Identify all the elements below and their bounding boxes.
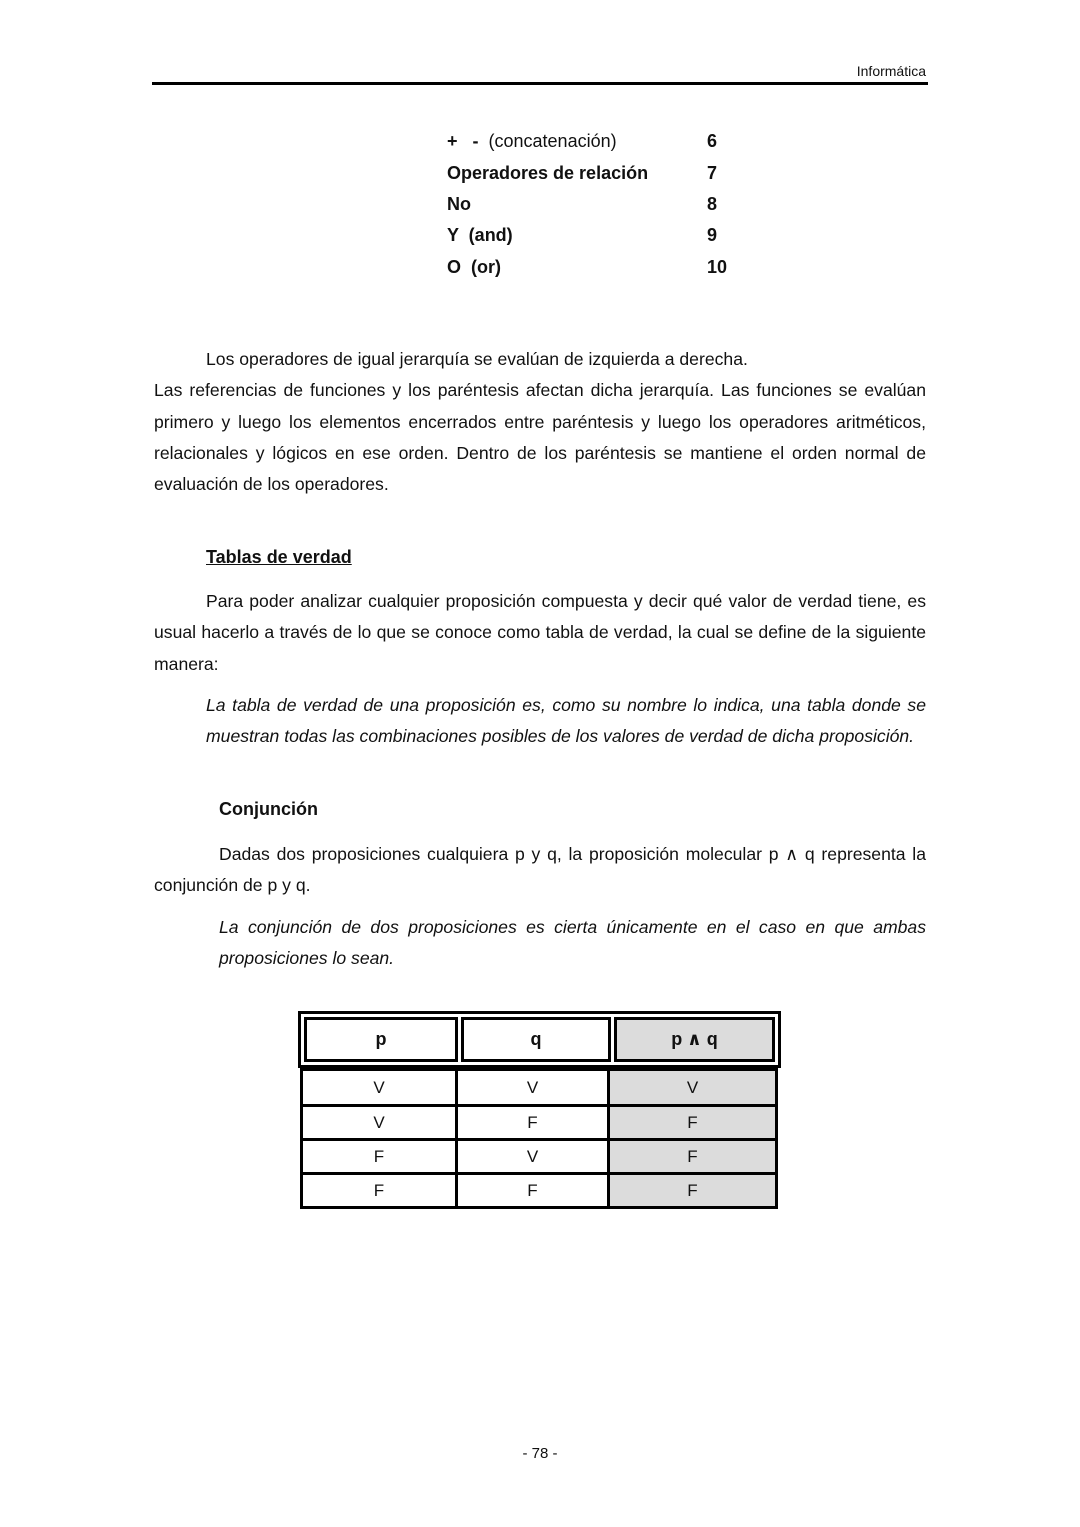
precedence-label-note: (concatenación) <box>488 131 617 152</box>
paragraph-first-line: Los operadores de igual jerarquía se evalúan de izquierda a derecha. <box>206 349 748 369</box>
precedence-label: Operadores de relación <box>447 162 649 183</box>
table-cell: F <box>458 1175 610 1206</box>
table-cell: V <box>303 1071 458 1104</box>
table-cell: V <box>303 1107 458 1138</box>
table-row <box>303 1071 775 1104</box>
table-cell: V <box>610 1071 775 1104</box>
header-rule <box>152 82 928 85</box>
precedence-row <box>447 157 747 188</box>
table-cell: F <box>303 1141 458 1172</box>
table-cell: V <box>458 1071 610 1104</box>
page-number: - 78 - <box>522 1445 558 1462</box>
subsection-title: Conjunción <box>219 799 318 819</box>
table-cell: F <box>610 1107 775 1138</box>
precedence-label: O (or) <box>447 256 501 277</box>
truth-table-body <box>300 1068 778 1209</box>
precedence-row <box>447 126 747 157</box>
precedence-value: 6 <box>707 131 718 152</box>
precedence-label: + - <box>447 131 489 152</box>
precedence-value: 8 <box>707 193 718 214</box>
definition-text: La tabla de verdad de una proposición es, como su nombre lo indica, una tabla donde se muestran todas las combinaciones posibles de los valores de verdad de dicha proposición. <box>206 695 926 747</box>
precedence-row <box>447 220 747 251</box>
precedence-row <box>447 252 747 283</box>
section-title: Tablas de verdad <box>206 547 352 567</box>
paragraph-conjunction: Dadas dos proposiciones cualquiera p y q, la proposición molecular p ∧ q representa la conjunción de p y q. <box>154 844 926 896</box>
paragraph-precedence <box>154 344 926 500</box>
table-row <box>303 1104 775 1138</box>
header-cell-q: q <box>461 1017 611 1062</box>
precedence-value: 10 <box>707 256 728 277</box>
precedence-label: Y (and) <box>447 225 513 246</box>
truth-table <box>298 1011 781 1209</box>
precedence-row <box>447 189 747 220</box>
table-cell: F <box>610 1175 775 1206</box>
precedence-value: 9 <box>707 225 718 246</box>
paragraph-body: Las referencias de funciones y los paréntesis afectan dicha jerarquía. Las funciones se evalúan primero y luego los elementos encerrados entre paréntesis y luego los operadores aritméticos, relacionales y lógicos en ese orden. Dentro de los paréntesis se mantiene el orden normal de evaluación de los operadores. <box>154 380 926 495</box>
table-cell: F <box>303 1175 458 1206</box>
table-cell: F <box>458 1107 610 1138</box>
precedence-value: 7 <box>707 162 718 183</box>
table-cell: V <box>458 1141 610 1172</box>
table-row <box>303 1172 775 1206</box>
paragraph-truth-tables: Para poder analizar cualquier proposición compuesta y decir qué valor de verdad tiene, es usual hacerlo a través de lo que se conoce como tabla de verdad, la cual se define de la siguiente manera: <box>154 591 926 674</box>
conjunction-definition: La conjunción de dos proposiciones es cierta únicamente en el caso en que ambas proposiciones lo sean. <box>219 917 926 969</box>
header-cell-p-and-q: p ∧ q <box>614 1017 775 1062</box>
precedence-label: No <box>447 193 471 214</box>
table-row <box>303 1138 775 1172</box>
header-cell-p: p <box>304 1017 458 1062</box>
truth-table-header <box>298 1011 781 1068</box>
table-cell: F <box>610 1141 775 1172</box>
header-title: Informática <box>856 63 926 79</box>
precedence-table <box>447 126 747 283</box>
